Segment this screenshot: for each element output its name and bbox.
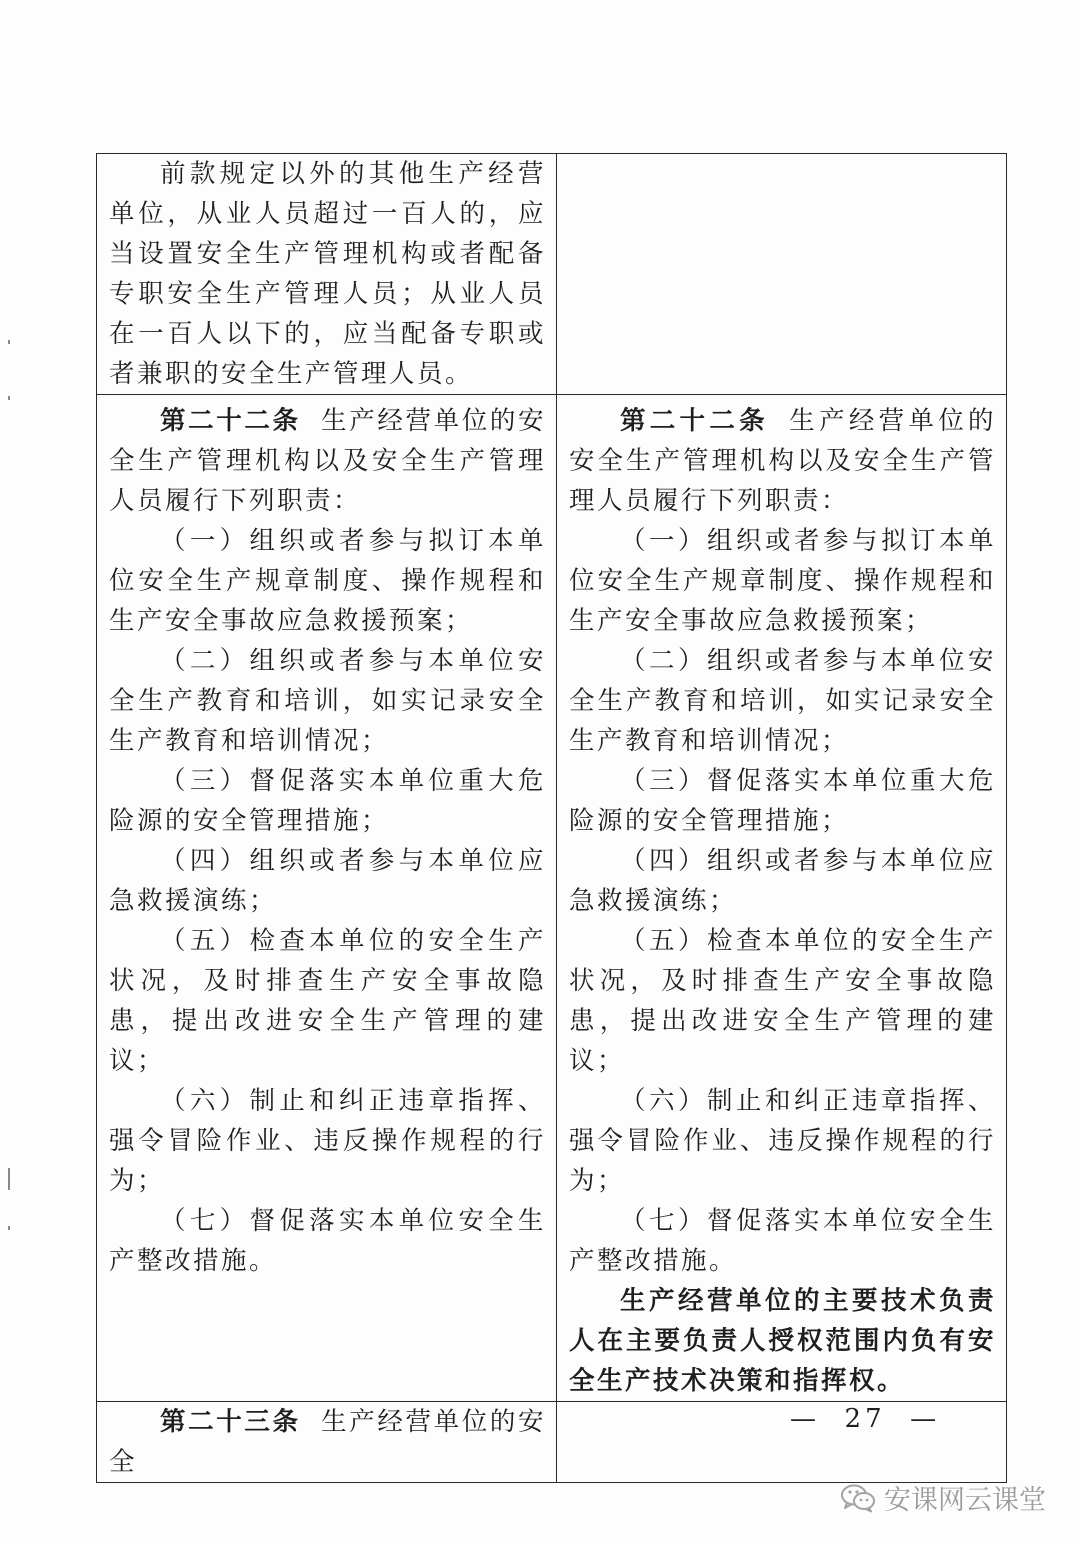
clause-item: （三）督促落实本单位重大危险源的安全管理措施； [569,766,996,836]
comparison-table [96,153,1007,1483]
wechat-icon [840,1483,876,1513]
new-text-cell [557,154,1007,395]
clause-item: （二）组织或者参与本单位安全生产教育和培训，如实记录安全生产教育和培训情况； [109,646,546,756]
article-text: 生产经营单位的安全生产管理机构以及安全生产管理人员履行下列职责： [569,406,996,516]
scan-mark [8,396,10,400]
article-paragraph [109,395,546,521]
article-paragraph [109,1402,546,1482]
clause-item: （六）制止和纠正违章指挥、强令冒险作业、违反操作规程的行为； [569,1086,996,1196]
watermark-text: 安课网云课堂 [884,1485,1046,1516]
old-text-cell [97,154,557,395]
old-text-cell [97,395,557,1402]
article-paragraph [569,395,996,521]
article-number: 第二十二条 [160,406,301,436]
clause-item: （一）组织或者参与拟订本单位安全生产规章制度、操作规程和生产安全事故应急救援预案； [109,526,546,636]
clause-item: （四）组织或者参与本单位应急救援演练； [109,846,546,916]
clause-item: （六）制止和纠正违章指挥、强令冒险作业、违反操作规程的行为； [109,1086,546,1196]
added-clause: 生产经营单位的主要技术负责人在主要负责人授权范围内负有安全生产技术决策和指挥权。 [569,1286,996,1396]
scan-mark [8,340,10,344]
clause-paragraph: 前款规定以外的其他生产经营单位，从业人员超过一百人的，应当设置安全生产管理机构或者配备专职安全生产管理人员；从业人员在一百人以下的，应当配备专职或者兼职的安全生产管理人员。 [109,159,546,389]
page-number: — 27 — [790,1404,941,1434]
clause-item: （五）检查本单位的安全生产状况，及时排查生产安全事故隐患，提出改进安全生产管理的建议； [569,926,996,1076]
scan-mark [8,1168,10,1190]
clause-item: （二）组织或者参与本单位安全生产教育和培训，如实记录安全生产教育和培训情况； [569,646,996,756]
clause-item: （七）督促落实本单位安全生产整改措施。 [569,1206,996,1276]
article-text: 生产经营单位的安全生产管理机构以及安全生产管理人员履行下列职责： [109,406,546,516]
scan-mark [8,1226,10,1230]
clause-item: （七）督促落实本单位安全生产整改措施。 [109,1206,546,1276]
table-row [97,154,1007,395]
article-number: 第二十三条 [160,1407,301,1437]
new-text-cell [557,395,1007,1402]
clause-item: （五）检查本单位的安全生产状况，及时排查生产安全事故隐患，提出改进安全生产管理的建议； [109,926,546,1076]
clause-item: （三）督促落实本单位重大危险源的安全管理措施； [109,766,546,836]
article-number: 第二十二条 [620,406,769,436]
watermark [840,1478,1046,1517]
article-text: 生产经营单位的安全 [109,1407,546,1477]
table-row [97,395,1007,1402]
clause-item: （一）组织或者参与拟订本单位安全生产规章制度、操作规程和生产安全事故应急救援预案； [569,526,996,636]
clause-item: （四）组织或者参与本单位应急救援演练； [569,846,996,916]
old-text-cell [97,1402,557,1483]
